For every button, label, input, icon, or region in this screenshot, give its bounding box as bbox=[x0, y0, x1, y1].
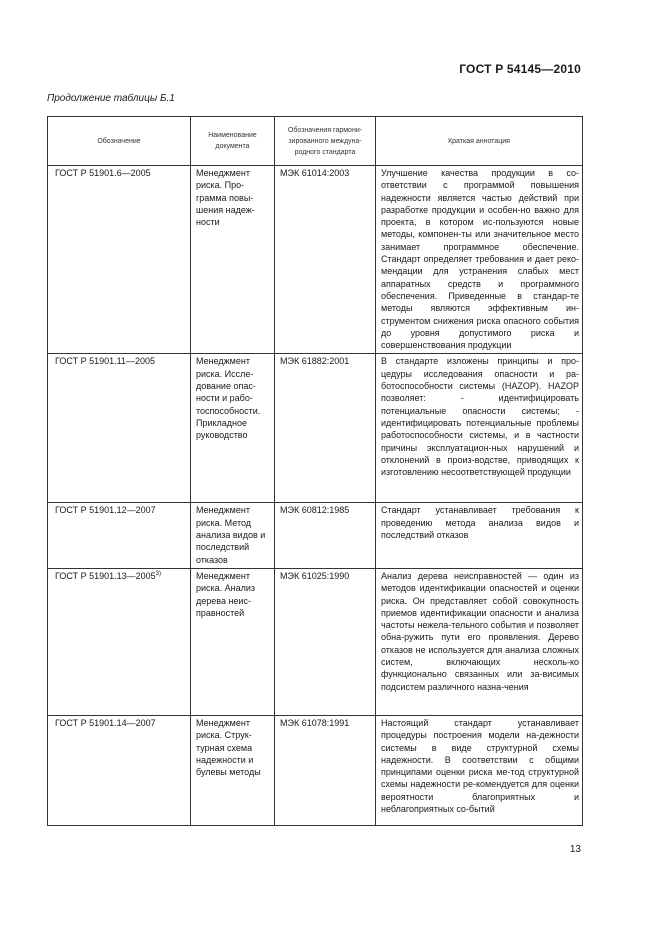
page-number: 13 bbox=[569, 844, 581, 855]
table-caption: Продолжение таблицы Б.1 bbox=[47, 93, 175, 104]
designation-text: ГОСТ Р 51901.12—2007 bbox=[55, 505, 156, 516]
cell-document-name: Менеджмент риска. Иссле-дование опас-ности и рабо-тоспособности. Прикладное руководство bbox=[191, 354, 275, 503]
table-row bbox=[48, 166, 583, 354]
cell-document-name: Менеджмент риска. Про-грамма повы-шения надеж-ности bbox=[191, 166, 275, 354]
header-document-name: Наименование документа bbox=[191, 117, 275, 166]
standard-code: ГОСТ Р 54145—2010 bbox=[459, 62, 581, 76]
table-row bbox=[48, 354, 583, 503]
header-designation: Обозначение bbox=[48, 117, 191, 166]
cell-designation bbox=[48, 166, 191, 354]
designation-text: ГОСТ Р 51901.6—2005 bbox=[55, 168, 151, 178]
table-row bbox=[48, 715, 583, 825]
cell-international-standard: МЭК 60812:1985 bbox=[275, 503, 376, 568]
cell-designation bbox=[48, 715, 191, 825]
designation-text: ГОСТ Р 51901.11—2005 bbox=[55, 356, 155, 367]
cell-annotation: Анализ дерева неисправностей — один из методов идентификации опасностей и оценки риска. Он представляет собой совокупность приемов идентификации опасности и анализа частоты нежела-тельного события и позволяет обна-ружить пути его проявления. Дерево отказов не используется для анализа сложных систем, включающих несколь-ко функционально связанных или за-висимых подсистем различного назна-чения bbox=[376, 568, 583, 715]
cell-document-name: Менеджмент риска. Анализ дерева неис-правностей bbox=[191, 568, 275, 715]
cell-designation bbox=[48, 568, 191, 715]
cell-annotation: Улучшение качества продукции в со-ответствии с программой повышения надежности является частью действий при разработке продукции и особен-но важно для проекта, в котором ис-пользуются новые методы, компонен-ты или значительное место занимает программное обеспечение. Стандарт определяет требования и дает реко-мендации для устранения слабых мест аппаратных средств и программного обеспечения. Приведенные в стандар-те методы являются эффективным ин-струментом снижения риска опасного события до уровня допустимого риска и совершенствования продукции bbox=[376, 166, 583, 354]
cell-document-name: Менеджмент риска. Метод анализа видов и последствий отказов bbox=[191, 503, 275, 568]
header-international-standard: Обозначения гармони-зированного междуна-родного стандарта bbox=[275, 117, 376, 166]
footnote-marker: 3) bbox=[155, 570, 161, 577]
header-annotation: Краткая аннотация bbox=[376, 117, 583, 166]
cell-designation bbox=[48, 503, 191, 568]
table-row bbox=[48, 503, 583, 568]
table-header-row bbox=[48, 117, 583, 166]
cell-annotation: Настоящий стандарт устанавливает процедуры построения модели на-дежности системы в виде структурной схемы надежности. В соответствии с общими принципами оценки риска ме-тод структурной схемы надежности ре-комендуется для оценки вероятности благоприятных и неблагоприятных со-бытий bbox=[376, 715, 583, 825]
cell-designation bbox=[48, 354, 191, 503]
cell-annotation: Стандарт устанавливает требования к проведению метода анализа видов и последствий отказов bbox=[376, 503, 583, 568]
table-row bbox=[48, 568, 583, 715]
cell-international-standard: МЭК 61078:1991 bbox=[275, 715, 376, 825]
cell-international-standard: МЭК 61014:2003 bbox=[275, 166, 376, 354]
cell-international-standard: МЭК 61025:1990 bbox=[275, 568, 376, 715]
cell-annotation: В стандарте изложены принципы и про-цедуры исследования опасности и ра-ботоспособности системы (HAZOP). HAZOP позволяет: - идентифицировать потенциальные опасности системы; - идентифицировать потенциальные проблемы работоспособности системы, и в частности причины эксплуатацион-ных нарушений и отклонений в произ-водстве, приводящих к изготовлению несоответствующей продукции bbox=[376, 354, 583, 503]
designation-text: ГОСТ Р 51901.14—2007 bbox=[55, 717, 156, 728]
cell-international-standard: МЭК 61882:2001 bbox=[275, 354, 376, 503]
standards-table bbox=[47, 116, 583, 826]
designation-text: ГОСТ Р 51901.13—2005 bbox=[55, 570, 156, 581]
cell-document-name: Менеджмент риска. Струк-турная схема надежности и булевы методы bbox=[191, 715, 275, 825]
